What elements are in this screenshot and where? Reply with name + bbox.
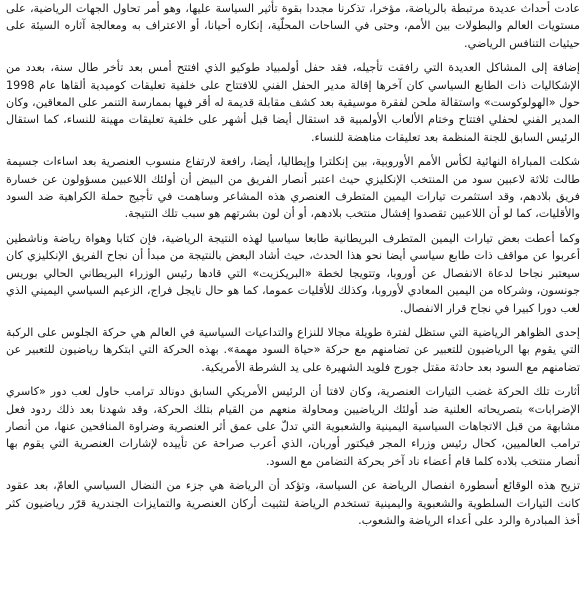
article-paragraph-1: عادت أحداث عديدة مرتبطة بالرياضة، مؤخرا، تذكرنا مجددا بقوة تأثير السياسة عليها، وهو أمر تحاول الجهات الرياضية، على مستويات العالم والبطولات بين الأمم، وحتى في الساحات المحلّية، إنكاره أحيانا، أو الاعتراف به ومعالجة آثاره السيئة على حيثيات التنافس الرياضي. xyxy=(6,2,580,50)
article-paragraph-5: إحدى الظواهر الرياضية التي ستظل لفترة طويلة مجالا للنزاع والتداعيات السياسية في العالم هي حركة الجلوس على الركبة التي يقوم بها الرياضيون للتعبير عن تضامنهم مع حركة «حياة السود مهمة». بهذه الحركة التي ابتكرها رياضيون للتعبير عن تضامنهم مع السود بعد حادثة مقتل جورج فلويد الشهيرة على يد الشرطة الأمريكية. xyxy=(6,325,580,374)
article-paragraph-4: وكما أعطت بعض تيارات اليمين المتطرف البريطانية طابعا سياسيا لهذه النتيجة الرياضية، فإن كتابا وهواة رياضة وناشطين أعربوا عن مواقف ذات طابع سياسي أيضا نحو هذا الحدث، حيث أشاد البعض بالنتيجة من مبدأ أن نجاح الفريق الإنكليزي كان سيعتبر نجاحا لدعاة الانفصال عن أوروبا، وتتويجا لخطة «البريكزيت» التي قادها رئيس الوزراء البريطاني الحالي بوريس جونسون، وشركاه من اليمين المعادي لأوروبا، وكذلك للأقليات عموما، كما هو حال نايجل فراج، الزعيم السياسي اليميني الذي لعب دورا كبيرا في نجاح قرار الانفصال. xyxy=(6,231,580,315)
article-paragraph-6: أثارت تلك الحركة غضب التيارات العنصرية، وكان لافتا أن الرئيس الأمريكي السابق دونالد ترامب حاول لعب دور «كاسري الإضرابات» بتصريحاته العلنية ضد أولئك الرياضيين ومحاولة منعهم من القيام بتلك الحركة، وقد شهدنا بعد ذلك ردود فعل مشابهة من قبل الاتجاهات السياسية اليمينية والشعبوية التي تدلّ على عمق أثر العنصرية وضراوة المنافحين عنها، من أنصار ترامب العالميين، كحال رئيس وزراء المجر فيكتور أوربان، الذي أعرب صراحة عن تأييده لإشارات العنصرية التي يقوم بها أنصار منتخب بلاده كلما قام أعضاء ناد آخر بحركة التضامن مع السود. xyxy=(6,385,580,468)
article-paragraph-7: تزيح هذه الوقائع أسطورة انفصال الرياضة عن السياسة، وتؤكد أن الرياضة هي جزء من النضال السياسي العامّ، بعد عقود كانت التيارات السلطوية والشعبوية واليمينية تستخدم الرياضة لتثبيت أركان العنصرية والتمايزات الجندرية قرّر رياضيون كثر أخذ المبادرة والرد على أعداء الرياضة والشعوب. xyxy=(6,479,580,527)
article-paragraph-2: إضافة إلى المشاكل العديدة التي رافقت تأجيله، فقد حفل أولمبياد طوكيو الذي افتتح أمس بعد تأخر طال سنة، بعدد من الإشكاليات ذات الطابع السياسي كان آخرها إقالة مدير الحفل الفني للافتتاح على خلفية تعليقات كوميدية ألقاها عام 1998 حول «الهولوكوست» واستقالة ملحن لفقرة موسيقية بعد كشف مقابلة قديمة له أقر فيها بممارسة التنمر على المعاقين، وكان المدير الفني لحفلي افتتاح وختام الألعاب الأولمبية قد استقال أيضا قبل أشهر على خلفية تعليقات مهينة للنساء، كما استقال الرئيس السابق للجنة المنظمة بعد تعليقات مناهضة للنساء. xyxy=(6,61,580,144)
article-paragraph-3: شكلت المباراة النهائية لكأس الأمم الأوروبية، بين إنكلترا وإيطاليا، أيضا، رافعة لارتفاع منسوب العنصرية بعد اساءات جسيمة طالت ثلاثة لاعبين سود من المنتخب الإنكليزي حيث اعتبر أنصار الفريق من البيض أن أولئك اللاعبين مسؤولون عن خسارة فريق بلادهم، وقد استثمرت تيارات اليمين المتطرف العنصري هذه المشاعر وساهمت في تأجيج حملة الكراهية ضد السود والأقليات، كما لو أن اللاعبين تقصدوا إفشال منتخب بلادهم، أو أن لون بشرتهم هو سبب تلك النتيجة. xyxy=(6,155,580,221)
